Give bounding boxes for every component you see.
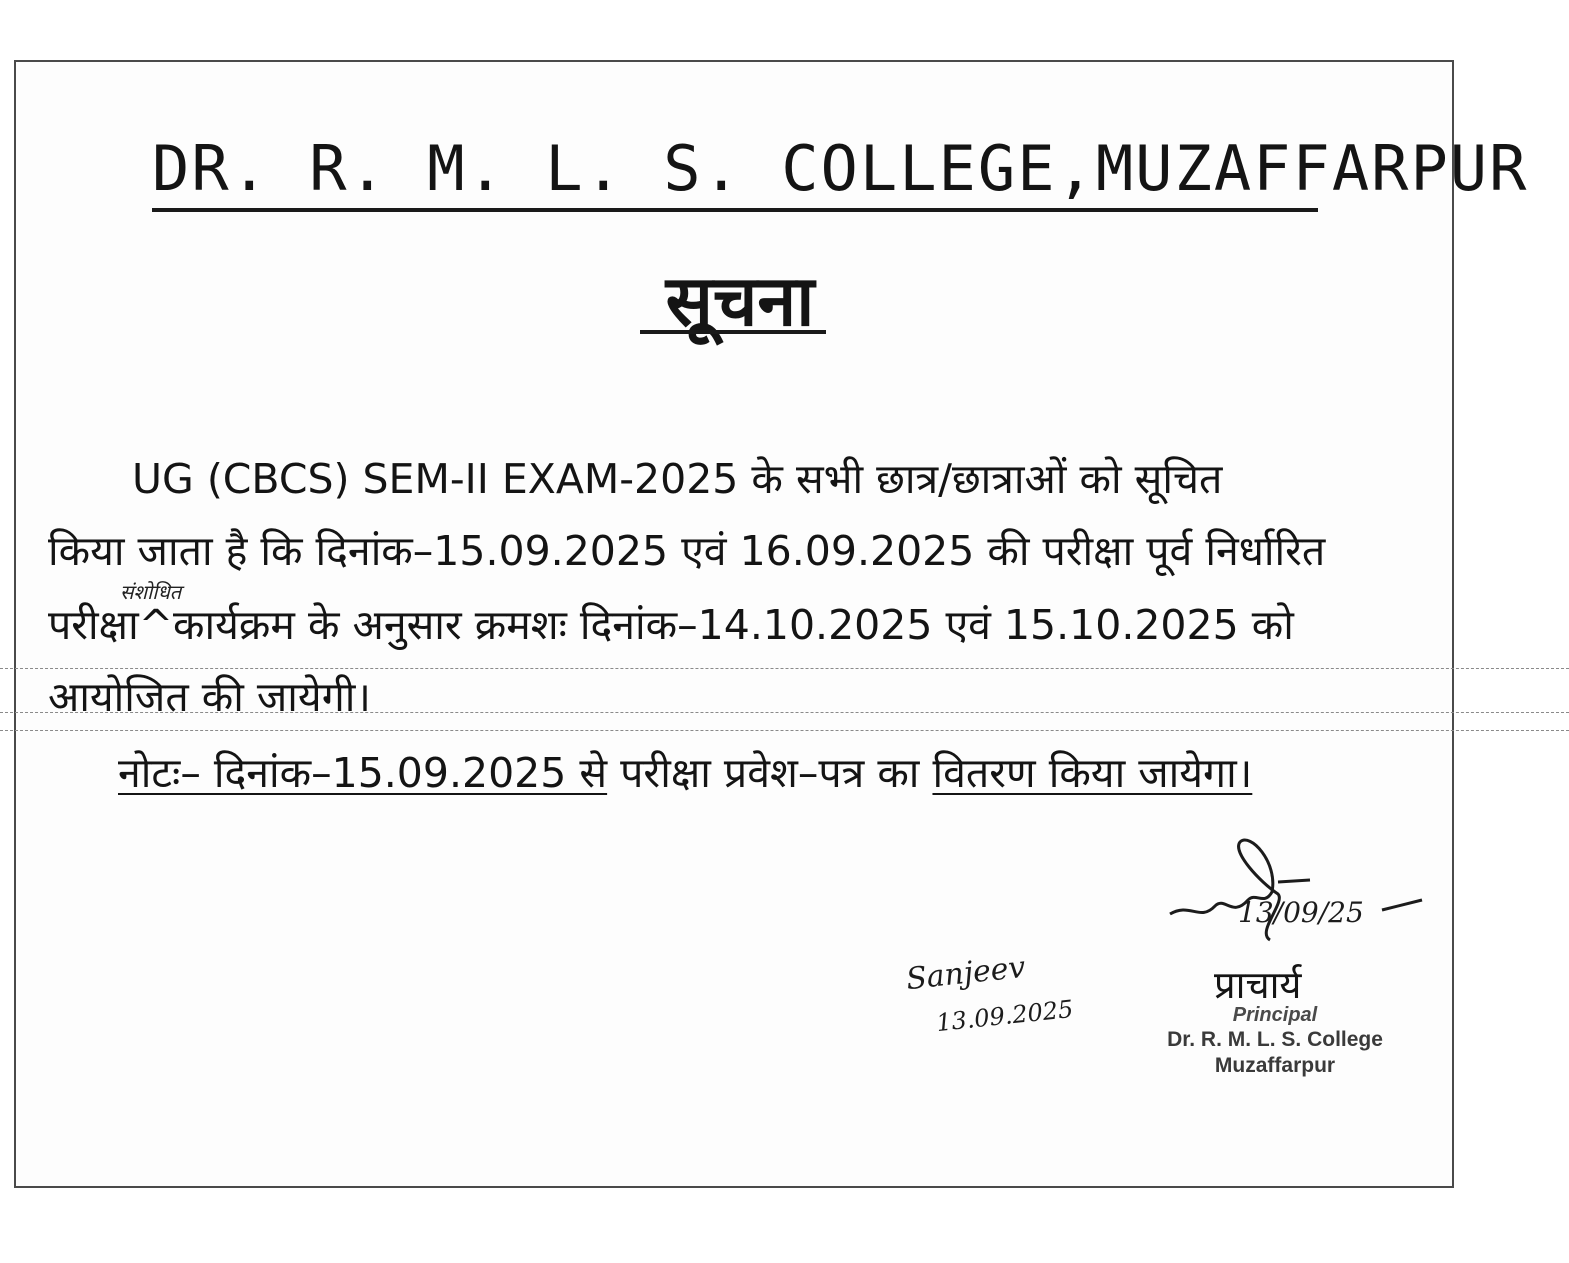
principal-signature-date: 13/09/25 (1238, 896, 1364, 929)
note-part-1: नोटः– दिनांक–15.09.2025 से (118, 749, 608, 797)
note-part-2: परीक्षा प्रवेश–पत्र का (607, 749, 933, 797)
scan-line (0, 730, 1569, 731)
paragraph-line-1: UG (CBCS) SEM-II EXAM-2025 के सभी छात्र/छात्राओं को सूचित (132, 455, 1223, 503)
stamp-line-2: Dr. R. M. L. S. College (1167, 1028, 1383, 1051)
designation: प्राचार्य (1214, 963, 1302, 1007)
left-signature: Sanjeev (904, 949, 1028, 998)
title-underline (152, 208, 1318, 212)
notice-heading: सूचना (665, 260, 815, 342)
note-part-3: वितरण किया जायेगा। (932, 749, 1253, 797)
college-name: DR. R. M. L. S. COLLEGE,MUZAFFARPUR (152, 132, 1529, 205)
handwritten-insert: संशोधित (120, 580, 182, 604)
left-signature-date: 13.09.2025 (934, 994, 1075, 1038)
paragraph-line-3: परीक्षा^कार्यक्रम के अनुसार क्रमशः दिनांक–14.10.2025 एवं 15.10.2025 को (48, 601, 1294, 649)
principal-stamp (1130, 1004, 1420, 1079)
note-line (118, 744, 1252, 800)
stamp-line-3: Muzaffarpur (1214, 1054, 1336, 1077)
heading-underline (640, 330, 826, 334)
paragraph-line-2: किया जाता है कि दिनांक–15.09.2025 एवं 16.09.2025 की परीक्षा पूर्व निर्धारित (48, 527, 1326, 575)
paragraph-line-4: आयोजित की जायेगी। (48, 673, 371, 721)
principal-signature (1160, 822, 1430, 952)
stamp-line-1: Principal (1232, 1004, 1318, 1026)
